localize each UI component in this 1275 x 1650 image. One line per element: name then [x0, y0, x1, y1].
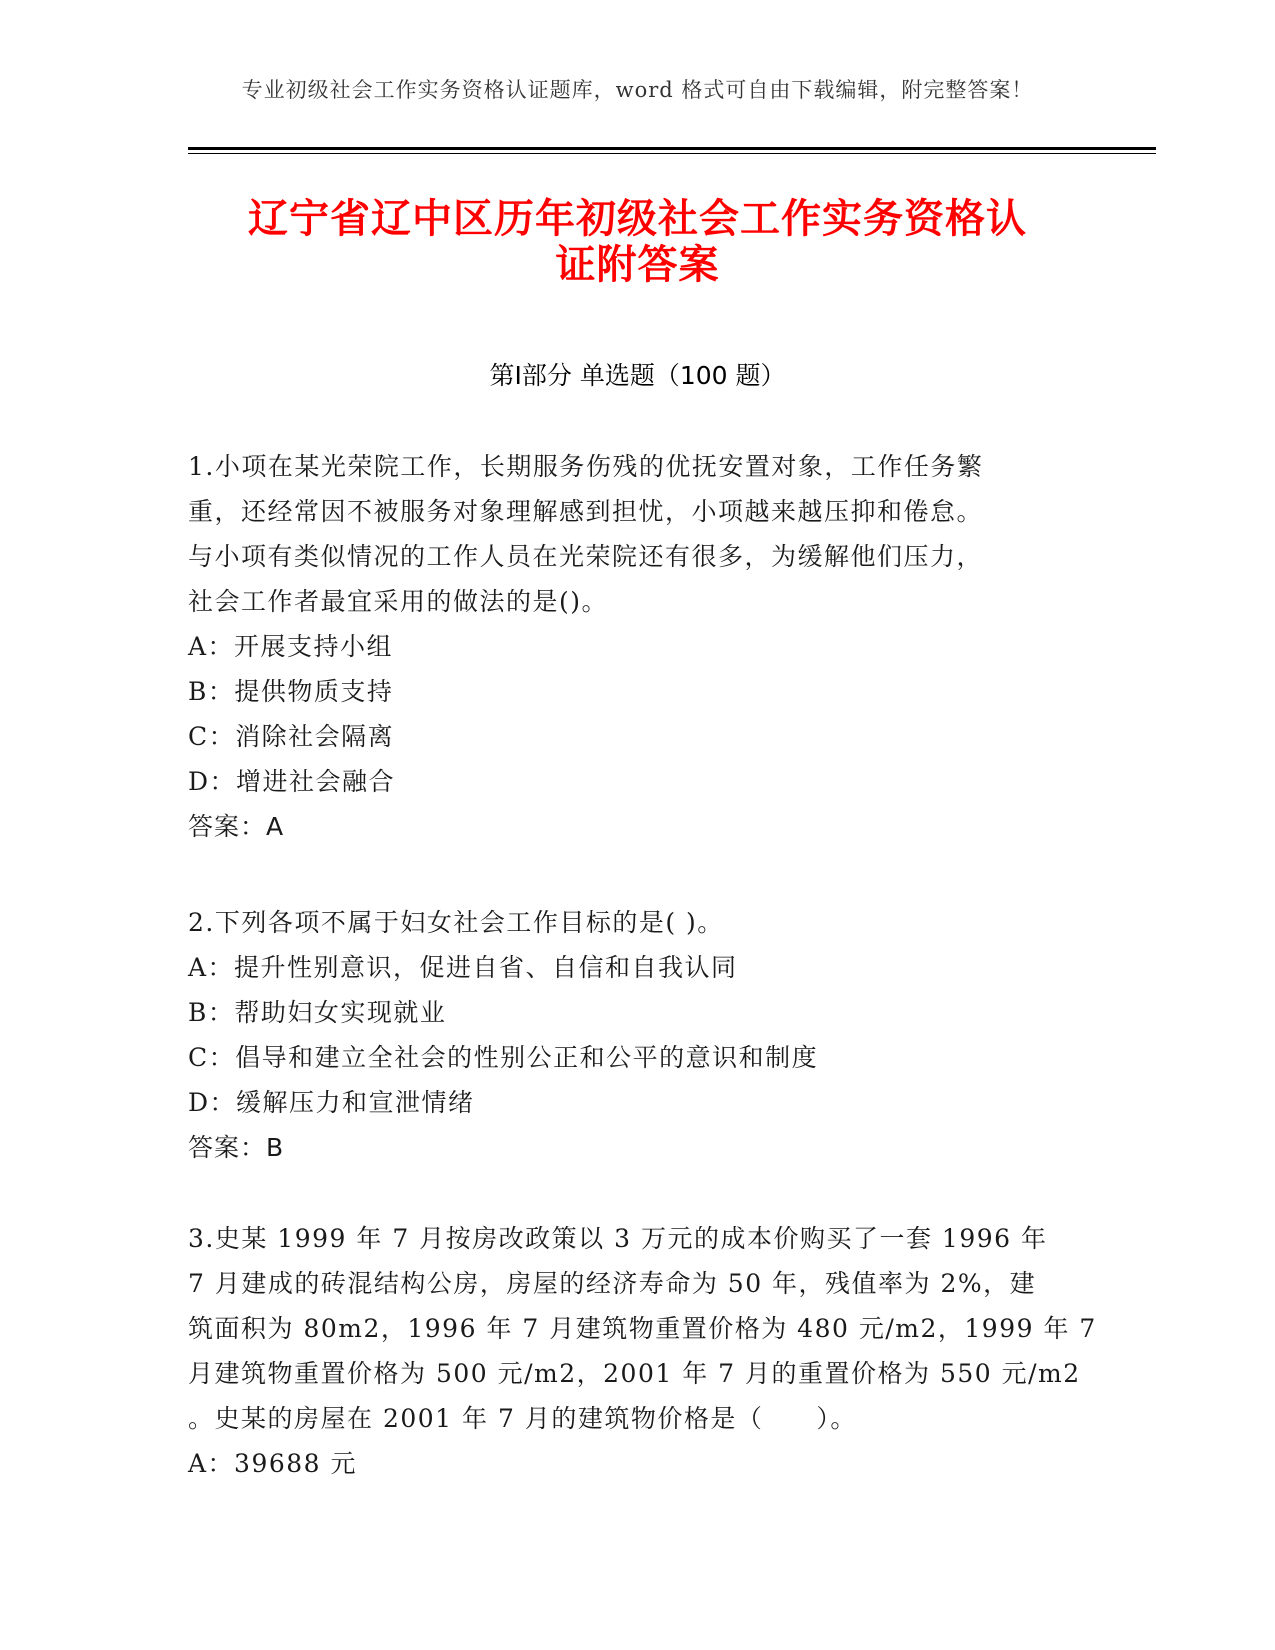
option-b: B：提供物质支持: [188, 677, 394, 706]
option-b: B：帮助妇女实现就业: [188, 998, 447, 1027]
header-note: 专业初级社会工作实务资格认证题库，word 格式可自由下载编辑，附完整答案！: [241, 78, 1034, 102]
stem-line: 与小项有类似情况的工作人员在光荣院还有很多，为缓解他们压力，: [188, 542, 984, 571]
option-c: C：消除社会隔离: [188, 722, 395, 751]
option-a: A：提升性别意识，促进自省、自信和自我认同: [188, 953, 738, 982]
stem-line: 1.小项在某光荣院工作，长期服务伤残的优抚安置对象，工作任务繁: [188, 452, 984, 481]
option-a: A：开展支持小组: [188, 632, 394, 661]
stem-line: 3.史某 1999 年 7 月按房改政策以 3 万元的成本价购买了一套 1996 年: [188, 1224, 1048, 1253]
question-1: [188, 444, 1088, 849]
stem-line: 7 月建成的砖混结构公房，房屋的经济寿命为 50 年，残值率为 2%，建: [188, 1269, 1037, 1298]
question-3: [188, 1216, 1097, 1486]
option-d: D：缓解压力和宣泄情绪: [188, 1088, 475, 1117]
section-heading: 第Ⅰ部分 单选题（100 题）: [489, 361, 786, 390]
header-rule-thin: [188, 153, 1156, 154]
stem-line: 重，还经常因不被服务对象理解感到担忧，小项越来越压抑和倦怠。: [188, 497, 984, 526]
stem-line: 。史某的房屋在 2001 年 7 月的建筑物价格是（ ）。: [188, 1404, 857, 1433]
option-c: C：倡导和建立全社会的性别公正和公平的意识和制度: [188, 1043, 819, 1072]
question-stem: [188, 444, 1088, 624]
title-line-2: 证附答案: [555, 242, 720, 288]
option-d: D：增进社会融合: [188, 767, 396, 796]
title-line-1: 辽宁省辽中区历年初级社会工作实务资格认: [248, 196, 1027, 242]
stem-line: 月建筑物重置价格为 500 元/m2，2001 年 7 月的重置价格为 550 元/m2: [188, 1359, 1081, 1388]
question-stem: [188, 900, 1088, 945]
answer: 答案：B: [188, 1133, 285, 1162]
stem-line: 2.下列各项不属于妇女社会工作目标的是( )。: [188, 908, 724, 937]
question-stem: [188, 1216, 1097, 1441]
header-rule-thick: [188, 147, 1156, 150]
document-title: [160, 196, 1115, 288]
stem-line: 社会工作者最宜采用的做法的是()。: [188, 587, 609, 616]
question-2: [188, 900, 1088, 1170]
answer: 答案：A: [188, 812, 285, 841]
stem-line: 筑面积为 80m2，1996 年 7 月建筑物重置价格为 480 元/m2，1999 年 7: [188, 1314, 1097, 1343]
option-a: A：39688 元: [188, 1449, 358, 1478]
